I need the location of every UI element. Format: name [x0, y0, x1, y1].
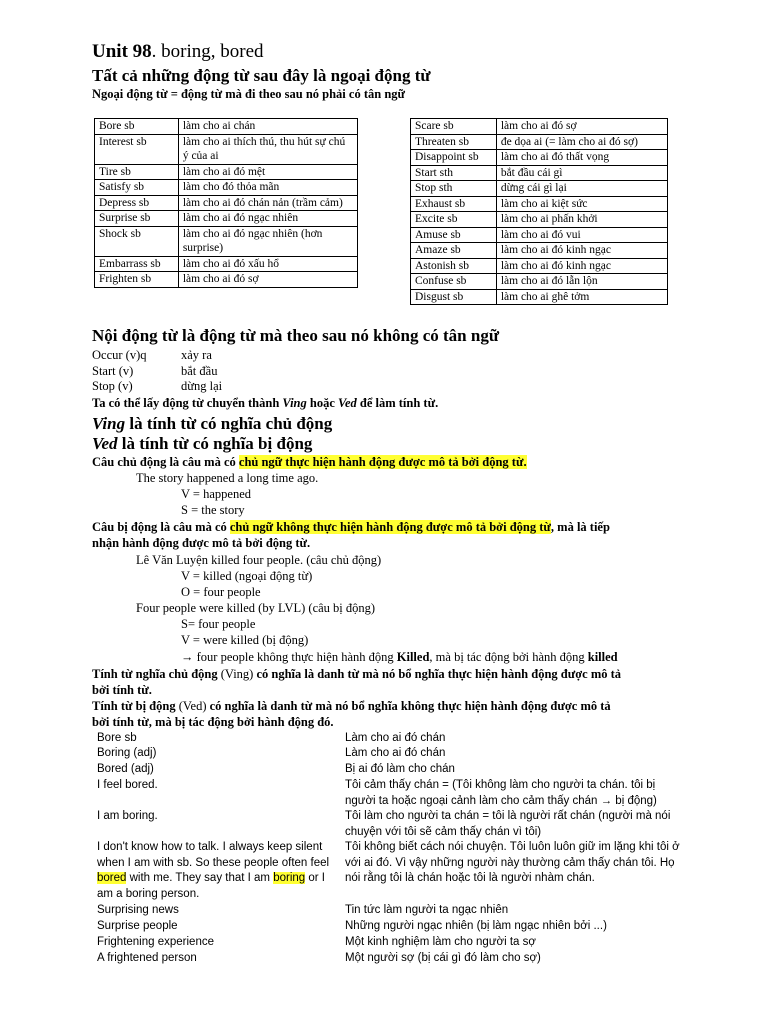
meaning-cell: làm cho ai đó chán nản (trầm cảm): [178, 195, 357, 211]
verb-cell: Bore sb: [95, 119, 179, 135]
active-example-v: V = happened: [181, 487, 251, 501]
meaning-cell: làm cho ai thích thú, thu hút sự chú ý của ai: [178, 134, 357, 164]
meaning-cell: làm cho ai đó vui: [496, 227, 667, 243]
table-row: [411, 196, 668, 212]
active-definition: Câu chủ động là câu mà có chủ ngữ thực hiện hành động được mô tả bởi động từ.: [92, 455, 527, 469]
meaning-cell: làm cho ai đó xấu hổ: [178, 256, 357, 272]
subheading: Tất cả những động từ sau đây là ngoại động từ: [92, 66, 431, 85]
table-row: [95, 226, 358, 256]
verb-table-left: [94, 118, 358, 288]
long-example-en: I don't know how to talk. I always keep silent when I am with sb. So these people often feel bored with me. They say that I am boring or I am a boring person.: [97, 841, 330, 900]
transitive-definition: Ngoại động từ = động từ mà đi theo sau nó phải có tân ngữ: [92, 87, 406, 101]
example2-vi: Một người sợ (bị cái gì đó làm cho sợ): [345, 952, 541, 964]
intransitive-verb: Start (v): [92, 363, 134, 378]
verb-cell: Start sth: [411, 165, 497, 181]
example2-vi: Tin tức làm người ta ngạc nhiên: [345, 904, 509, 916]
table-row: [95, 211, 358, 227]
ving-line: Ving là tính từ có nghĩa chủ động: [92, 414, 333, 433]
example-en: Bore sb: [97, 732, 137, 744]
passive-example-2: V = killed (ngoại động từ): [181, 569, 313, 583]
verb-cell: Amaze sb: [411, 243, 497, 259]
meaning-cell: làm cho ai đó thất vọng: [496, 150, 667, 166]
verb-cell: Stop sth: [411, 181, 497, 197]
table-row: [411, 243, 668, 259]
example2-en: Frightening experience: [97, 936, 214, 948]
meaning-cell: bắt đầu cái gì: [496, 165, 667, 181]
verb-cell: Scare sb: [411, 119, 497, 135]
example2-vi: Những người ngạc nhiên (bị làm ngạc nhiên bởi ...): [345, 920, 607, 932]
meaning-cell: làm cho ai đó ngạc nhiên (hơn surprise): [178, 226, 357, 256]
example2-vi: Một kinh nghiệm làm cho người ta sợ: [345, 936, 536, 948]
meaning-cell: làm cho ai kiệt sức: [496, 196, 667, 212]
verb-cell: Disgust sb: [411, 289, 497, 305]
meaning-cell: làm cho ai đó kinh ngạc: [496, 258, 667, 274]
table-row: [411, 150, 668, 166]
verb-cell: Shock sb: [95, 226, 179, 256]
meaning-cell: làm cho ai đó sợ: [496, 119, 667, 135]
passive-example-3: O = four people: [181, 585, 261, 599]
long-example-vi: Tôi không biết cách nói chuyện. Tôi luôn luôn giữ im lặng khi tôi ở với ai đó. Vì vậy những người này thường cảm thấy chán tôi. Họ nói rằng tôi là chán hoặc tôi là người nhàm chán.: [345, 841, 680, 884]
adjective-note: Ta có thể lấy động từ chuyển thành Ving hoặc Ved để làm tính từ.: [92, 396, 439, 410]
example2-en: Surprising news: [97, 904, 179, 916]
meaning-cell: làm cho ai đó kinh ngạc: [496, 243, 667, 259]
example-vi: Làm cho ai đó chán: [345, 747, 446, 759]
verb-cell: Interest sb: [95, 134, 179, 164]
active-example-s: S = the story: [181, 503, 245, 517]
example2-en: A frightened person: [97, 952, 197, 964]
verb-cell: Astonish sb: [411, 258, 497, 274]
table-row: [411, 258, 668, 274]
example-vi: Tôi làm cho người ta chán = tôi là người rất chán (người mà nói chuyện với tôi sẽ cảm thấy chán vì tôi): [345, 810, 671, 838]
meaning-cell: làm cho ai đó ngạc nhiên: [178, 211, 357, 227]
passive-definition-line2: nhận hành động được mô tả bởi động từ.: [92, 536, 311, 550]
intransitive-meaning: bắt đầu: [181, 363, 218, 378]
table-row: [411, 227, 668, 243]
ved-line: Ved là tính từ có nghĩa bị động: [92, 434, 313, 453]
active-example-sentence: The story happened a long time ago.: [136, 471, 319, 485]
intransitive-verb: Stop (v): [92, 379, 133, 393]
meaning-cell: làm cho ai đó mệt: [178, 164, 357, 180]
verb-cell: Disappoint sb: [411, 150, 497, 166]
table-row: [95, 119, 358, 135]
unit-title: Unit 98. boring, bored: [92, 41, 264, 62]
ving-definition-line2: bởi tính từ.: [92, 683, 152, 697]
ved-definition: Tính từ bị động (Ved) có nghĩa là danh từ mà nó bổ nghĩa không thực hiện hành động được mô tả: [92, 699, 611, 713]
intransitive-heading: Nội động từ là động từ mà theo sau nó không có tân ngữ: [92, 326, 500, 345]
table-row: [95, 195, 358, 211]
intransitive-verb: Occur (v)q: [92, 348, 147, 362]
verb-cell: Confuse sb: [411, 274, 497, 290]
verb-cell: Frighten sb: [95, 272, 179, 288]
meaning-cell: làm cho ai đó lẫn lộn: [496, 274, 667, 290]
verb-cell: Surprise sb: [95, 211, 179, 227]
table-row: [95, 256, 358, 272]
example-vi: Bị ai đó làm cho chán: [345, 763, 455, 775]
meaning-cell: làm cho ai chán: [178, 119, 357, 135]
verb-cell: Embarrass sb: [95, 256, 179, 272]
example2-en: Surprise people: [97, 920, 178, 932]
verb-table-right: [410, 118, 668, 305]
passive-definition: Câu bị động là câu mà có chủ ngữ không thực hiện hành động được mô tả bởi động từ, mà là tiếp: [92, 520, 610, 534]
table-row: [95, 134, 358, 164]
meaning-cell: làm cho đó thỏa mãn: [178, 180, 357, 196]
example-en: Bored (adj): [97, 763, 154, 775]
verb-cell: Tire sb: [95, 164, 179, 180]
verb-cell: Satisfy sb: [95, 180, 179, 196]
ving-definition: Tính từ nghĩa chủ động (Ving) có nghĩa là danh từ mà nó bổ nghĩa thực hiện hành động được mô tả: [92, 667, 622, 681]
table-row: [95, 272, 358, 288]
table-row: [411, 181, 668, 197]
intransitive-meaning: dừng lại: [181, 379, 223, 393]
passive-example-5: S= four people: [181, 617, 256, 631]
passive-example-4: Four people were killed (by LVL) (câu bị động): [136, 601, 376, 615]
verb-cell: Excite sb: [411, 212, 497, 228]
meaning-cell: đe dọa ai (= làm cho ai đó sợ): [496, 134, 667, 150]
table-row: [411, 289, 668, 305]
example-en: I feel bored.: [97, 779, 158, 791]
example-en: Boring (adj): [97, 747, 157, 759]
example-vi: Tôi cảm thấy chán = (Tôi không làm cho người ta chán. tôi bị người ta hoặc ngoại cảnh làm cho cảm thấy chán → bị động): [345, 779, 657, 807]
table-row: [411, 212, 668, 228]
table-row: [95, 164, 358, 180]
verb-cell: Threaten sb: [411, 134, 497, 150]
table-row: [411, 165, 668, 181]
passive-example-6: V = were killed (bị động): [181, 633, 309, 647]
meaning-cell: dừng cái gì lại: [496, 181, 667, 197]
ved-definition-line2: bởi tính từ, mà bị tác động bởi hành động đó.: [92, 715, 334, 729]
example-en: I am boring.: [97, 810, 158, 822]
arrow-note: → four people không thực hiện hành động Killed, mà bị tác động bởi hành động killed: [181, 650, 618, 664]
table-row: [411, 134, 668, 150]
example-vi: Làm cho ai đó chán: [345, 732, 446, 744]
table-row: [411, 119, 668, 135]
meaning-cell: làm cho ai phấn khởi: [496, 212, 667, 228]
verb-cell: Exhaust sb: [411, 196, 497, 212]
verb-cell: Amuse sb: [411, 227, 497, 243]
verb-cell: Depress sb: [95, 195, 179, 211]
meaning-cell: làm cho ai ghê tởm: [496, 289, 667, 305]
table-row: [411, 274, 668, 290]
meaning-cell: làm cho ai đó sợ: [178, 272, 357, 288]
passive-example-1: Lê Văn Luyện killed four people. (câu chủ động): [136, 553, 382, 567]
table-row: [95, 180, 358, 196]
intransitive-meaning: xảy ra: [181, 348, 212, 362]
